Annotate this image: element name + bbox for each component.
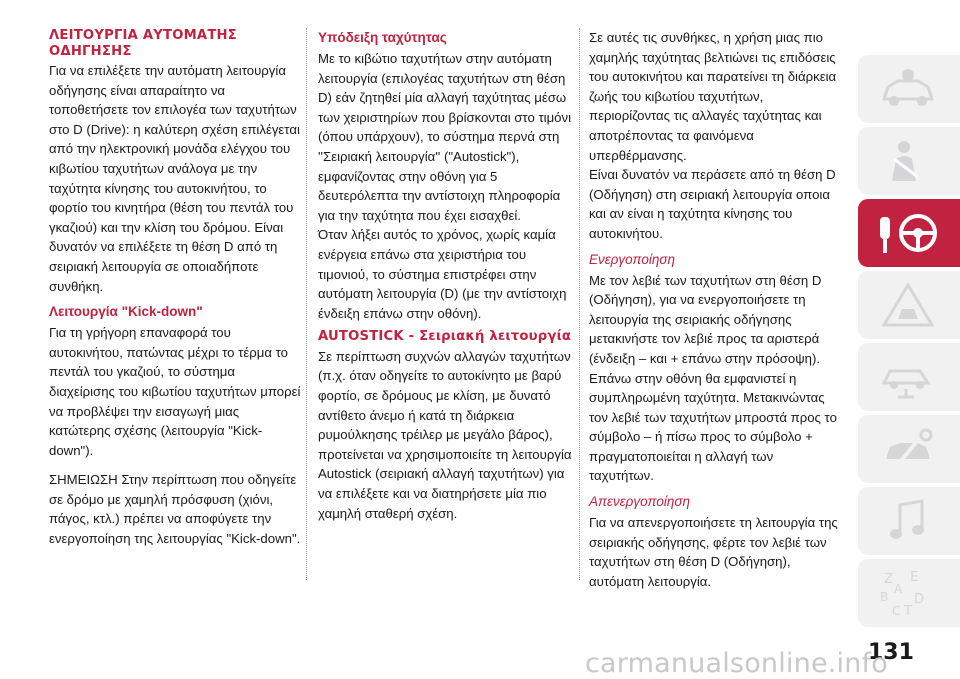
seatbelt-icon	[878, 137, 938, 185]
svg-text:E: E	[910, 570, 919, 585]
tab-index[interactable]	[858, 559, 960, 627]
tab-car-info[interactable]	[858, 55, 960, 123]
tab-maintenance[interactable]	[858, 343, 960, 411]
subheading: Υπόδειξη ταχύτητας	[318, 30, 447, 45]
svg-text:B: B	[880, 590, 889, 604]
svg-text:T: T	[904, 604, 912, 619]
column-2	[318, 28, 576, 523]
chapter-tabs	[858, 55, 960, 631]
tab-emergency[interactable]	[858, 271, 960, 339]
paragraph: Για τη γρήγορη επαναφορά του αυτοκινήτου, πατώντας μέχρι το τέρμα το πεντάλ του γκαζιού, το σύστημα διαχείρισης του κιβωτίου ταχυτήτων μπορεί να προβλέψει την εισαγωγή μιας κατώτερης σχέσης (λειτουργία "Kick-down").	[49, 325, 301, 458]
subheading: Απενεργοποίηση	[589, 494, 690, 510]
section-heading: ΛΕΙΤΟΥΡΓΙΑ ΑΥΤΟΜΑΤΗΣ ΟΔΗΓΗΣΗΣ	[49, 28, 237, 59]
paragraph: Με τον λεβιέ των ταχυτήτων στη θέση D (Οδήγηση), για να ενεργοποιήσετε τη λειτουργία της σειριακής οδήγησης μετακινήστε τον λεβιέ προς τα αριστερά (ένδειξη – και + επάνω στην πρόσοψη). Επάνω στην οθόνη θα εμφανιστεί η συμπληρωμένη ταχύτητα. Μετακινώντας τον λεβιέ των ταχυτήτων μπροστά προς το σύμβολο – ή πίσω προς το σύμβολο + πραγματοποιείται η αλλαγή των ταχυτήτων.	[589, 272, 837, 484]
car-lift-jack-icon	[878, 353, 938, 401]
paragraph: Με το κιβώτιο ταχυτήτων στην αυτόματη λειτουργία (επιλογέας ταχυτήτων στη θέση D) εάν ζητηθεί μία αλλαγή ταχύτητας μέσω των χειριστηρίων που βρίσκονται στο τιμόνι (όπου υπάρχουν), το σύστημα περνά στη ''Σειριακή λειτουργία'' ("Autostick"), εμφανίζοντας στην οθόνη για 5 δευτερόλεπτα την αντίστοιχη πληροφορία για την ταχύτητα που έχει εισαχθεί.	[318, 51, 572, 223]
music-note-icon	[878, 497, 938, 545]
page-number: 131	[868, 640, 914, 665]
paragraph: Για να απενεργοποιήσετε τη λειτουργία της σειριακής οδήγησης, φέρτε τον λεβιέ των ταχυτήτων στη θέση D (Οδήγηση), αυτόματη λειτουργία.	[589, 515, 838, 589]
subheading: Λειτουργία "Kick-down"	[49, 304, 203, 320]
key-steering-wheel-icon	[878, 209, 940, 259]
warning-triangle-car-icon	[878, 281, 938, 329]
paragraph: Σε αυτές τις συνθήκες, η χρήση μιας πιο χαμηλής ταχύτητας βελτιώνει τις επιδόσεις του αυτοκινήτου και παρατείνει τη διάρκεια ζωής του κιβωτίου ταχυτήτων, περιορίζοντας τις αλλαγές ταχύτητας και αποτρέποντας τα φαινόμενα υπερθέρμανσης.	[589, 30, 837, 163]
tab-technical-data[interactable]	[858, 415, 960, 483]
svg-text:A: A	[894, 582, 903, 596]
tab-safety[interactable]	[858, 127, 960, 195]
paragraph: Σε περίπτωση συχνών αλλαγών ταχυτήτων (π.χ. όταν οδηγείτε το αυτοκίνητο με βαρύ φορτίο, σε δρόμους με κλίση, με δυνατό αντίθετο άνεμο ή κατά τη διάρκεια ρυμούλκησης τρέιλερ με μεγάλο βάρος), προτείνεται να χρησιμοποιείτε τη λειτουργία Autostick (σειριακή αλλαγή ταχυτήτων) για να επιλέξετε και να διατηρήσετε μία πιο χαμηλή σταθερή σχέση.	[318, 348, 572, 521]
column-divider	[579, 28, 580, 580]
section-heading: AUTOSTICK - Σειριακή λειτουργία	[318, 329, 572, 345]
svg-text:C: C	[892, 604, 901, 618]
tab-multimedia[interactable]	[858, 487, 960, 555]
paragraph: Για να επιλέξετε την αυτόματη λειτουργία οδήγησης είναι απαραίτητο να τοποθετήσετε τον επιλογέα των ταχυτήτων στο D (Drive): η καλύτερη σχέση επιλέγεται από την ηλεκτρονική μονάδα ελέγχου του κιβωτίου ταχυτήτων ανάλογα με την ταχύτητα κίνησης του αυτοκινήτου, το φορτίο του κινητήρα (θέση του πεντάλ του γκαζιού) και την κλίση του δρόμου. Είναι δυνατόν να επιλέξετε τη θέση D από τη σειριακή λειτουργία σε οποιαδήποτε συνθήκη.	[49, 63, 300, 294]
svg-text:Z: Z	[884, 572, 893, 587]
paragraph: Είναι δυνατόν να περάσετε από τη θέση D (Οδήγηση) στη σειριακή λειτουργία οποια και αν είναι η ταχύτητα κίνησης του αυτοκινήτου.	[589, 167, 836, 241]
watermark: carmanualsonline.info	[585, 648, 888, 679]
subheading: Ενεργοποίηση	[589, 251, 675, 267]
car-info-icon	[878, 65, 938, 113]
tab-starting-driving[interactable]	[858, 199, 960, 267]
alphabet-index-icon	[878, 569, 938, 619]
column-1	[49, 28, 301, 549]
note-paragraph: ΣΗΜΕΙΩΣΗ Στην περίπτωση που οδηγείτε σε δρόμο με χαμηλή πρόσφυση (χιόνι, πάγος, κτλ.) πρέπει να αποφύγετε την ενεργοποίηση της λειτουργίας "Kick-down".	[49, 472, 301, 547]
svg-text:D: D	[914, 592, 925, 607]
column-3	[589, 28, 841, 591]
spec-car-icon	[878, 425, 938, 473]
paragraph: Όταν λήξει αυτός το χρόνος, χωρίς καμία ενέργεια επάνω στα χειριστήρια του τιμονιού, το σύστημα επιστρέφει στην αυτόματη λειτουργία (D) (με την αντίστοιχη ένδειξη επάνω στην οθόνη).	[318, 227, 567, 321]
column-divider	[306, 28, 307, 580]
